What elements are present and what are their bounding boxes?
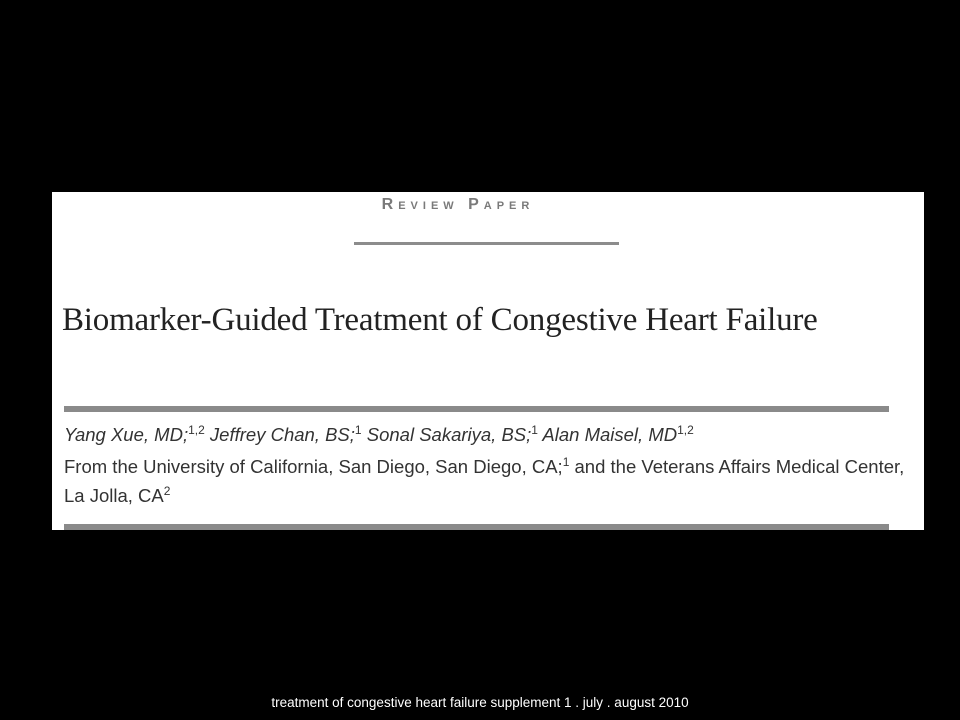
author-name: Jeffrey Chan, BS; — [209, 424, 355, 445]
author-affiliation-mark: 1 — [354, 423, 362, 437]
slide-caption: treatment of congestive heart failure supplement 1 . july . august 2010 — [271, 695, 689, 710]
section-label-underline — [354, 242, 619, 245]
author-name: Alan Maisel, MD — [542, 424, 678, 445]
affiliation — [64, 450, 914, 508]
affiliation-text: and the Veterans Affairs Medical Center, La Jolla, CA — [64, 456, 905, 506]
author-name: Sonal Sakariya, BS; — [366, 424, 532, 445]
author-list — [64, 423, 694, 446]
bottom-rule — [64, 524, 889, 530]
affiliation-text: From the University of California, San Diego, San Diego, CA; — [64, 456, 563, 477]
section-label-text: Review Paper — [381, 196, 535, 213]
section-label — [52, 196, 924, 214]
author-affiliation-mark: 1 — [531, 423, 538, 437]
affiliation-mark: 1 — [562, 455, 570, 469]
paper-title: Biomarker-Guided Treatment of Congestive Heart Failure — [62, 302, 818, 338]
top-rule — [64, 406, 889, 412]
author-name: Yang Xue, MD; — [64, 424, 189, 445]
author-affiliation-mark: 1,2 — [677, 423, 694, 437]
paper-excerpt — [52, 192, 924, 530]
affiliation-mark: 2 — [163, 484, 171, 498]
author-affiliation-mark: 1,2 — [188, 423, 205, 437]
